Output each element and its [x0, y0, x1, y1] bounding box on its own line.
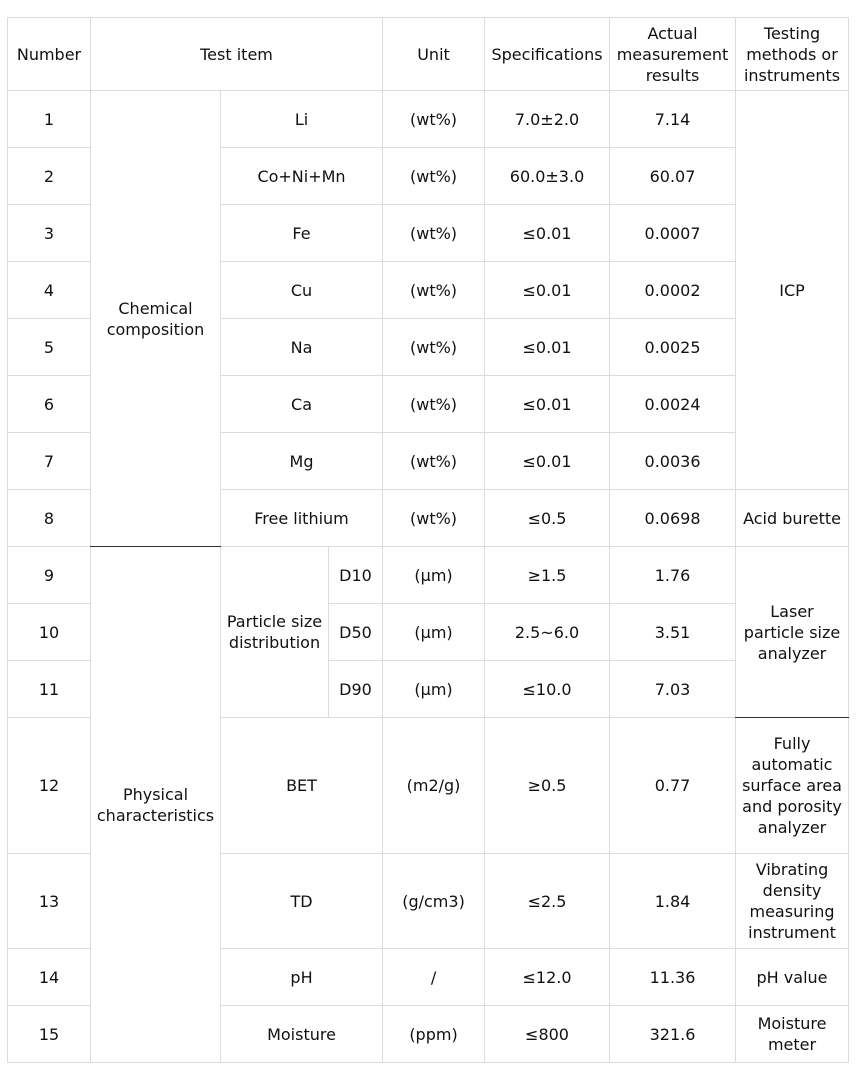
cell-specification: ≤0.01: [485, 376, 610, 433]
cell-unit: (μm): [383, 547, 485, 604]
method-laser-particle-size-analyzer: Laser particle size analyzer: [736, 547, 849, 718]
cell-actual: 11.36: [610, 949, 736, 1006]
cell-unit: (wt%): [383, 148, 485, 205]
table-header-row: [8, 18, 849, 91]
cell-actual: 3.51: [610, 604, 736, 661]
method-moisture-meter: Moisture meter: [736, 1006, 849, 1063]
cell-unit: (wt%): [383, 433, 485, 490]
group-chemical-composition: Chemical composition: [91, 91, 221, 547]
cell-test-item: D50: [329, 604, 383, 661]
header-unit: Unit: [383, 18, 485, 91]
group-physical-characteristics: Physical characteristics: [91, 547, 221, 1063]
cell-actual: 0.0025: [610, 319, 736, 376]
header-specifications: Specifications: [485, 18, 610, 91]
cell-number: 8: [8, 490, 91, 547]
cell-specification: ≤2.5: [485, 854, 610, 949]
cell-specification: ≤0.01: [485, 205, 610, 262]
cell-unit: (wt%): [383, 262, 485, 319]
cell-test-item: Li: [221, 91, 383, 148]
cell-actual: 0.0002: [610, 262, 736, 319]
cell-unit: /: [383, 949, 485, 1006]
cell-test-item: Na: [221, 319, 383, 376]
cell-actual: 0.0698: [610, 490, 736, 547]
cell-specification: 2.5~6.0: [485, 604, 610, 661]
cell-test-item: Cu: [221, 262, 383, 319]
table-row: [8, 547, 849, 604]
cell-actual: 0.0024: [610, 376, 736, 433]
cell-number: 11: [8, 661, 91, 718]
cell-number: 1: [8, 91, 91, 148]
specification-table: [7, 17, 849, 1063]
header-testing-methods: Testing methods or instruments: [736, 18, 849, 91]
cell-number: 12: [8, 718, 91, 854]
cell-unit: (m2/g): [383, 718, 485, 854]
cell-number: 14: [8, 949, 91, 1006]
table-row: [8, 91, 849, 148]
cell-test-item: Mg: [221, 433, 383, 490]
cell-specification: 7.0±2.0: [485, 91, 610, 148]
cell-specification: ≥1.5: [485, 547, 610, 604]
method-icp: ICP: [736, 91, 849, 490]
cell-unit: (wt%): [383, 490, 485, 547]
cell-test-item: Ca: [221, 376, 383, 433]
cell-specification: 60.0±3.0: [485, 148, 610, 205]
group-particle-size-distribution: Particle size distribution: [221, 547, 329, 718]
header-actual-results: Actual measurement results: [610, 18, 736, 91]
cell-actual: 0.0007: [610, 205, 736, 262]
cell-actual: 0.77: [610, 718, 736, 854]
cell-test-item: Fe: [221, 205, 383, 262]
cell-test-item: Moisture: [221, 1006, 383, 1063]
method-acid-burette: Acid burette: [736, 490, 849, 547]
cell-number: 9: [8, 547, 91, 604]
method-ph-value: pH value: [736, 949, 849, 1006]
cell-number: 3: [8, 205, 91, 262]
cell-actual: 7.03: [610, 661, 736, 718]
cell-test-item: TD: [221, 854, 383, 949]
cell-number: 7: [8, 433, 91, 490]
cell-number: 6: [8, 376, 91, 433]
cell-specification: ≤12.0: [485, 949, 610, 1006]
cell-number: 4: [8, 262, 91, 319]
cell-specification: ≥0.5: [485, 718, 610, 854]
cell-unit: (wt%): [383, 205, 485, 262]
header-test-item: Test item: [91, 18, 383, 91]
cell-test-item: D90: [329, 661, 383, 718]
cell-number: 15: [8, 1006, 91, 1063]
method-vibrating-density: Vibrating density measuring instrument: [736, 854, 849, 949]
cell-number: 10: [8, 604, 91, 661]
cell-actual: 0.0036: [610, 433, 736, 490]
cell-test-item: D10: [329, 547, 383, 604]
cell-actual: 1.84: [610, 854, 736, 949]
cell-specification: ≤0.01: [485, 433, 610, 490]
header-number: Number: [8, 18, 91, 91]
cell-test-item: BET: [221, 718, 383, 854]
method-surface-area-analyzer: Fully automatic surface area and porosity analyzer: [736, 718, 849, 854]
cell-specification: ≤0.5: [485, 490, 610, 547]
cell-unit: (μm): [383, 661, 485, 718]
cell-unit: (μm): [383, 604, 485, 661]
cell-specification: ≤0.01: [485, 319, 610, 376]
cell-test-item: Co+Ni+Mn: [221, 148, 383, 205]
cell-specification: ≤0.01: [485, 262, 610, 319]
cell-unit: (wt%): [383, 376, 485, 433]
cell-unit: (wt%): [383, 319, 485, 376]
cell-number: 13: [8, 854, 91, 949]
cell-specification: ≤800: [485, 1006, 610, 1063]
cell-unit: (g/cm3): [383, 854, 485, 949]
cell-unit: (ppm): [383, 1006, 485, 1063]
cell-actual: 321.6: [610, 1006, 736, 1063]
cell-number: 5: [8, 319, 91, 376]
cell-specification: ≤10.0: [485, 661, 610, 718]
cell-test-item: Free lithium: [221, 490, 383, 547]
cell-actual: 1.76: [610, 547, 736, 604]
cell-test-item: pH: [221, 949, 383, 1006]
cell-number: 2: [8, 148, 91, 205]
cell-actual: 60.07: [610, 148, 736, 205]
cell-actual: 7.14: [610, 91, 736, 148]
cell-unit: (wt%): [383, 91, 485, 148]
